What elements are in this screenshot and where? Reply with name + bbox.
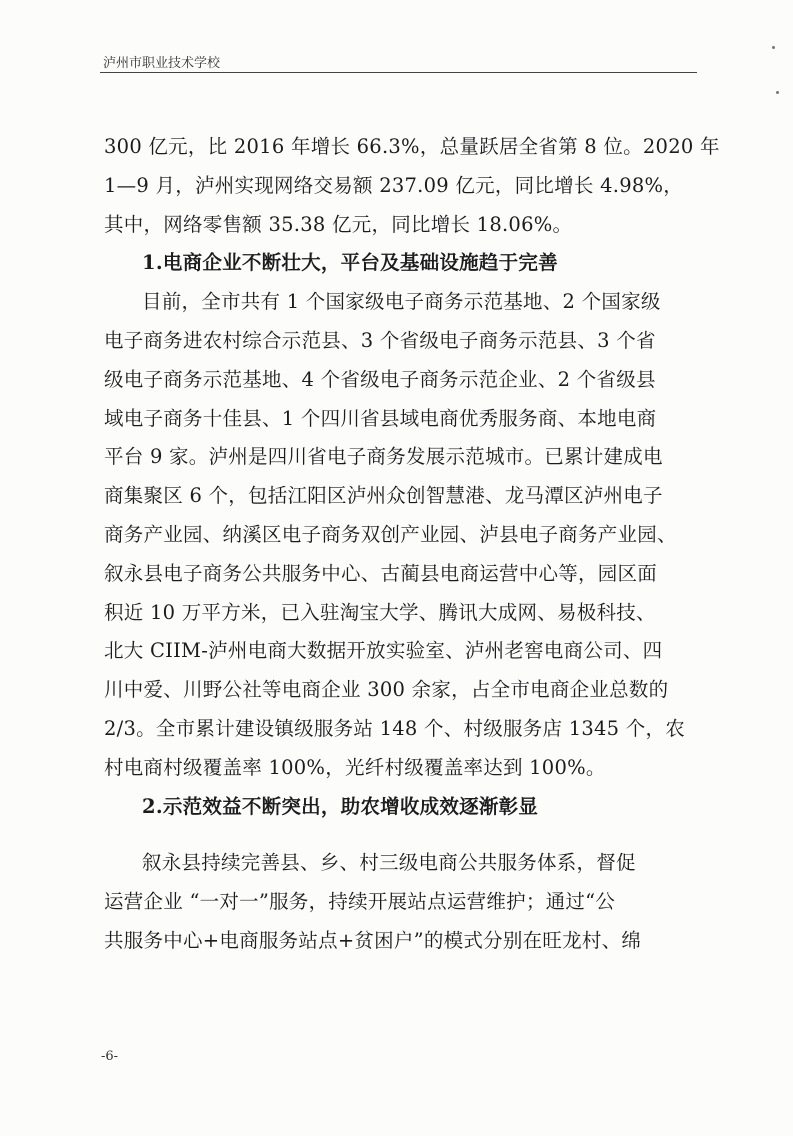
paragraph-line: 叙永县电子商务公共服务中心、古蔺县电商运营中心等，园区面 [104,561,658,585]
paragraph-line: 域电子商务十佳县、1 个四川省县域电商优秀服务商、本地电商 [104,406,657,430]
paragraph-line: 川中爱、川野公社等电商企业 300 余家，占全市电商企业总数的 [104,678,669,702]
scan-speck [776,91,779,94]
paragraph-line: 平台 9 家。泸州是四川省电子商务发展示范城市。已累计建成电 [104,445,663,469]
header-rule [100,72,697,73]
paragraph-gap [104,826,694,844]
paragraph-line: 运营企业 “一对一”服务，持续开展站点运营维护；通过“公 [104,890,616,914]
paragraph-line: 2/3。全市累计建设镇级服务站 148 个、村级服务店 1345 个，农 [104,716,686,740]
paragraph-line: 300 亿元，比 2016 年增长 66.3%，总量跃居全省第 8 位。2020 年 [104,135,720,158]
paragraph-line: 积近 10 万平方米，已入驻淘宝大学、腾讯大成网、易极科技、 [104,600,656,624]
paragraph-line: 其中，网络零售额 35.38 亿元，同比增长 18.06%。 [104,212,573,236]
paragraph-line: 商集聚区 6 个，包括江阳区泸州众创智慧港、龙马潭区泸州电子 [104,484,663,508]
paragraph-line: 叙永县持续完善县、乡、村三级电商公共服务体系，督促 [142,851,636,875]
paragraph-line: 1—9 月，泸州实现网络交易额 237.09 亿元，同比增长 4.98%， [104,173,684,197]
paragraph-line: 商务产业园、纳溪区电子商务双创产业园、泸县电子商务产业园、 [104,522,677,546]
paragraph-line: 目前，全市共有 1 个国家级电子商务示范基地、2 个国家级 [142,290,661,314]
paragraph-line: 共服务中心+电商服务站点+贫困户”的模式分别在旺龙村、绵 [104,928,642,952]
header-school-name: 泸州市职业技术学校 [103,56,221,71]
section-heading-2: 2.示范效益不断突出，助农增收成效逐渐彰显 [142,794,539,818]
document-body [104,128,720,961]
paragraph-line: 村电商村级覆盖率 100%，光纤村级覆盖率达到 100%。 [104,755,606,779]
page-number: -6- [101,1049,119,1064]
paragraph-line: 电子商务进农村综合示范县、3 个省级电子商务示范县、3 个省 [104,328,656,352]
paragraph-line: 北大 CIIM-泸州电商大数据开放实验室、泸州老窖电商公司、四 [104,639,663,663]
paragraph-line: 级电子商务示范基地、4 个省级电子商务示范企业、2 个省级县 [104,367,656,391]
section-heading-1: 1.电商企业不断壮大，平台及基础设施趋于完善 [142,251,558,275]
scan-speck [772,46,775,49]
